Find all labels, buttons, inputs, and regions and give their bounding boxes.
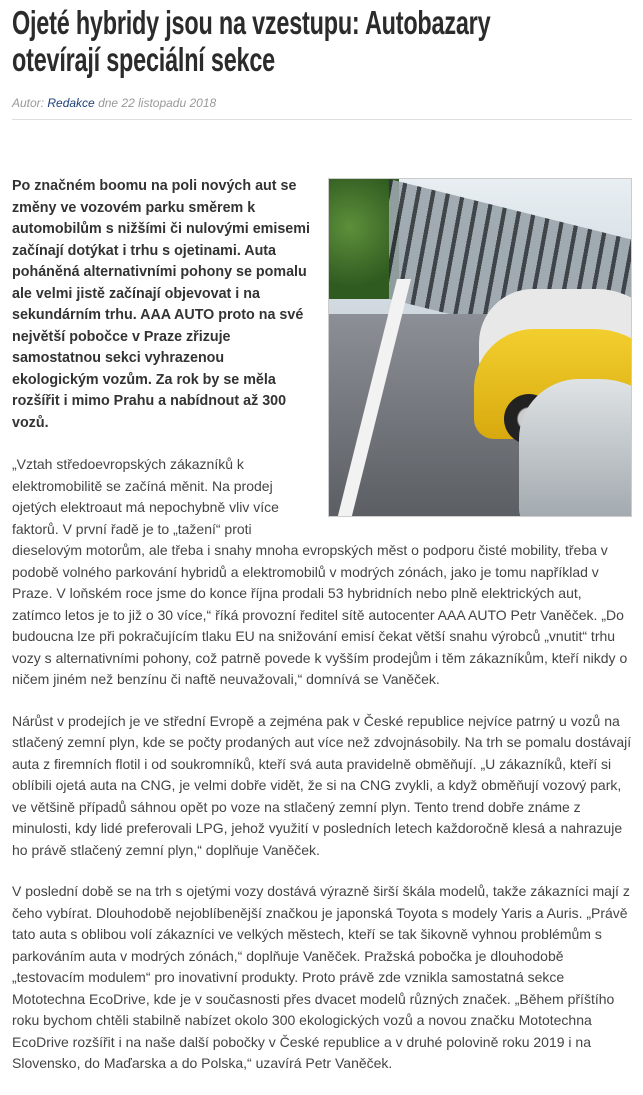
article-paragraph: Nárůst v prodejích je ve střední Evropě a zejména pak v České republice nejvíce patrný u vozů na stlačený zemní plyn, kde se počty prodaných aut více než zdvojnásobily. Na trh se pomalu dostávají auta z firemních flotil i od soukromníků, kteří svá auta pravidelně obměňují. „U zákazníků, kteří si oblíbili ojetá auta na CNG, je velmi dobře vidět, že si na CNG zvykli, a když obměňují vozový park, ve většině případů sáhnou opět po voze na stlačený zemní plyn. Tento trend dobře známe z minulosti, kdy lidé preferovali LPG, jehož využití v posledních letech každoročně klesá a nahrazuje ho právě stlačený zemní plyn,“ doplňuje Vaněček. (12, 712, 632, 858)
article-body (12, 176, 632, 1095)
author-link[interactable]: Redakce (47, 96, 95, 110)
author-prefix: Autor: (12, 96, 48, 110)
article-title: Ojeté hybridy jsou na vzestupu: Autobazary otevírají speciální sekce (12, 4, 491, 78)
title-container (12, 4, 643, 84)
car-silver (519, 379, 632, 517)
publish-date: dne 22 listopadu 2018 (94, 96, 217, 110)
article-paragraph: V poslední době se na trh s ojetými vozy dostává výrazně širší škála modelů, takže zákazníci mají z čeho vybírat. Dlouhodobě nejoblíbenější značkou je japonská Toyota s modely Yaris a Auris. „Právě tato auta s oblibou volí zákazníci ve velkých městech, kteří se tak šikovně vyhnou problémům s parkováním auta v modrých zónách,“ doplňuje Vaněček. Pražská pobočka je dlouhodobě „testovacím modulem“ pro inovativní produkty. Proto právě zde vznikla samostatná sekce Mototechna EcoDrive, kde je v současnosti přes dvacet modelů různých značek. „Během příštího roku bychom chtěli stabilně nabízet okolo 300 ekologických vozů a novou značku Mototechna EcoDrive rozšířit i na naše další pobočky v České republice a v druhé polovině roku 2019 i na Slovensko, do Maďarska a do Polska,“ uzavírá Petr Vaněček. (12, 883, 630, 1071)
article-photo-parking-cars (328, 178, 632, 517)
article-paragraph: „Vztah středoevropských zákazníků k elektromobilitě se začíná měnit. Na prodej ojetých elektroaut má nepochybně vliv více faktorů. V první řadě je to „tažení“ proti dieselovým motorům, ale třeba i snahy mnoha evropských měst o podporu čisté mobility, třeba v podobě volného parkování hybridů a elektromobilů v modrých zónách, jako je tomu například v Praze. V loňském roce jsme do konce října prodali 53 hybridních nebo plně elektrických aut, zatímco letos je to již o 30 více,“ říká provozní ředitel sítě autocenter AAA AUTO Petr Vaněček. „Do budoucna lze při pokračujícím tlaku EU na snižování emisí čekat větší snahu výrobců „vnutit“ trhu vozy s alternativními pohony, což patrně povede k vyšším prodejům i těm zákazníkům, kteří nikdy o ničem jiném než benzínu či naftě neuvažovali,“ domnívá se Vaněček. (12, 456, 628, 687)
article-meta (12, 96, 216, 110)
divider (12, 119, 632, 120)
article-lead: Po značném boomu na poli nových aut se změny ve vozovém parku směrem k automobilům s nižšími či nulovými emisemi začínají dotýkat i trhu s ojetinami. Auta poháněná alternativními pohony se pomalu ale velmi jistě začínají objevovat i na sekundárním trhu. AAA AUTO proto na své největší pobočce v Praze zřizuje samostatnou sekci vyhrazenou ekologickým vozům. Za rok by se měla rozšířit i mimo Prahu a nabídnout až 300 vozů. (12, 178, 310, 431)
